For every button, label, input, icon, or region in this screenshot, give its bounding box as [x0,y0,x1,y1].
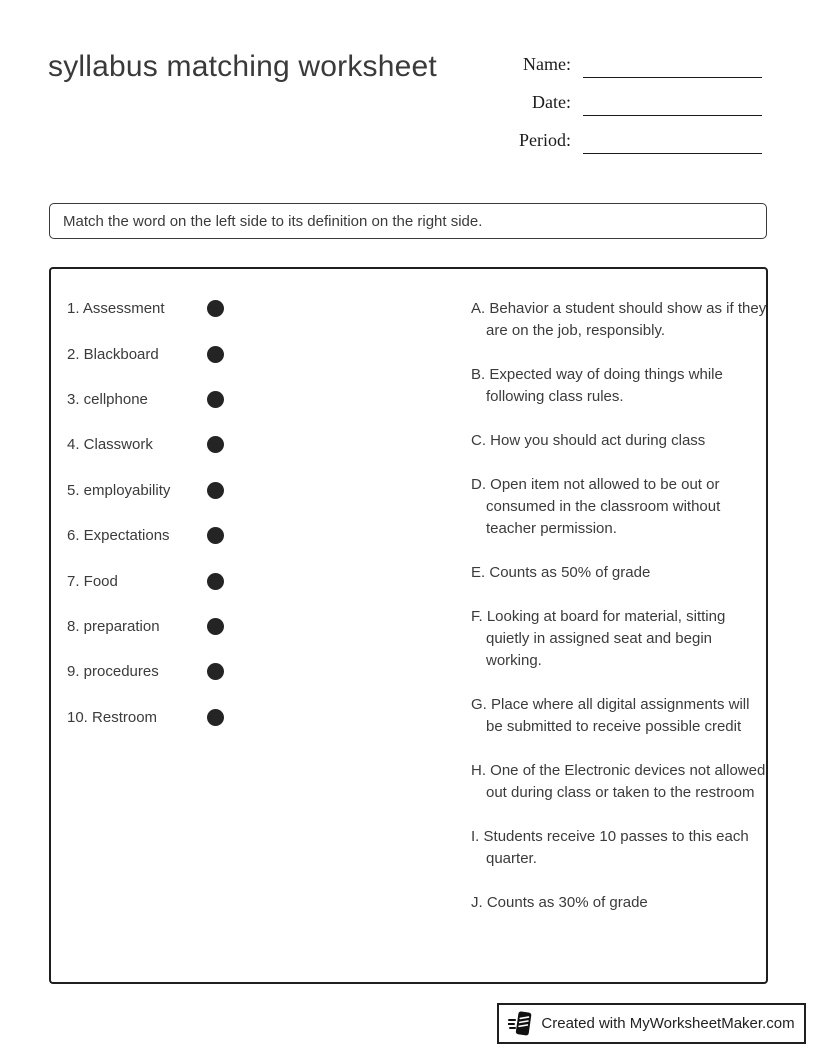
word-label: 5. employability [67,481,171,499]
definition-letter: J. [471,894,483,911]
words-column [67,286,423,982]
instruction-text: Match the word on the left side to its definition on the right side. [63,212,483,230]
definition-body: How you should act during class [490,432,706,449]
word-row [67,558,224,603]
definition-body: Counts as 30% of grade [486,894,648,911]
word-row [67,422,224,467]
matching-box [49,267,768,984]
definition-body: Place where all digital assignments will be submitted to receive possible credit [486,696,750,735]
name-input-line[interactable] [583,48,762,78]
match-dot-left-1[interactable] [207,300,224,317]
definition-text [471,892,768,914]
definition-block [423,826,768,870]
footer-credit-link[interactable]: Created with MyWorksheetMaker.com [541,1015,795,1032]
period-input-line[interactable] [583,124,762,154]
match-dot-left-8[interactable] [207,618,224,635]
word-label: 3. cellphone [67,390,148,408]
definition-body: Counts as 50% of grade [489,564,651,581]
word-row [67,649,224,694]
date-input-line[interactable] [583,86,762,116]
definition-block [423,694,768,738]
definition-block [423,892,768,914]
definition-letter: F. [471,608,483,625]
word-row [67,331,224,376]
word-row [67,513,224,558]
period-field-label: Period: [519,130,571,150]
word-label: 6. Expectations [67,527,170,545]
match-dot-left-5[interactable] [207,482,224,499]
footer-credit-box [497,1003,806,1044]
definition-body: Looking at board for material, sitting quietly in assigned seat and begin working. [486,608,726,669]
definition-body: Behavior a student should show as if they are on the job, responsibly. [486,300,767,339]
page-title: syllabus matching worksheet [48,50,437,83]
definition-letter: D. [471,476,486,493]
name-field-row [460,40,762,78]
definition-letter: B. [471,366,486,383]
definition-body: Students receive 10 passes to this each quarter. [483,828,749,867]
definition-text [471,694,768,738]
word-label: 10. Restroom [67,708,158,726]
match-dot-left-2[interactable] [207,346,224,363]
word-label: 8. preparation [67,617,160,635]
definition-body: One of the Electronic devices not allowed out during class or taken to the restroom [486,762,766,801]
definition-text [471,430,768,452]
word-row [67,377,224,422]
word-label: 4. Classwork [67,436,153,454]
definition-body: Expected way of doing things while following class rules. [486,366,723,405]
definitions-column [423,286,768,982]
definition-block [423,364,768,408]
match-dot-left-10[interactable] [207,709,224,726]
definition-letter: I. [471,828,480,845]
name-field-label: Name: [523,54,571,74]
definition-letter: C. [471,432,486,449]
definition-text [471,364,768,408]
definition-text [471,760,768,804]
word-row [67,695,224,740]
word-label: 1. Assessment [67,300,165,318]
definition-letter: H. [471,762,486,779]
period-field-row [460,116,762,154]
definition-block [423,474,768,540]
definition-text [471,606,768,672]
definition-text [471,298,768,342]
definition-text [471,562,768,584]
word-label: 9. procedures [67,663,159,681]
match-dot-left-9[interactable] [207,663,224,680]
match-dot-left-7[interactable] [207,573,224,590]
definition-block [423,430,768,452]
word-row [67,286,224,331]
definition-block [423,298,768,342]
definition-block [423,760,768,804]
word-label: 7. Food [67,572,118,590]
worksheet-maker-logo-icon [508,1010,534,1038]
definition-text [471,826,768,870]
date-field-row [460,78,762,116]
definition-body: Open item not allowed to be out or consumed in the classroom without teacher permission. [486,476,721,537]
match-dot-left-3[interactable] [207,391,224,408]
definition-text [471,474,768,540]
header-fields [460,40,762,154]
definition-letter: G. [471,696,487,713]
word-row [67,604,224,649]
match-dot-left-4[interactable] [207,436,224,453]
definition-block [423,606,768,672]
definition-letter: E. [471,564,486,581]
word-label: 2. Blackboard [67,345,159,363]
date-field-label: Date: [532,92,571,112]
definition-block [423,562,768,584]
definition-letter: A. [471,300,486,317]
instruction-box [49,203,767,239]
word-row [67,468,224,513]
match-dot-left-6[interactable] [207,527,224,544]
